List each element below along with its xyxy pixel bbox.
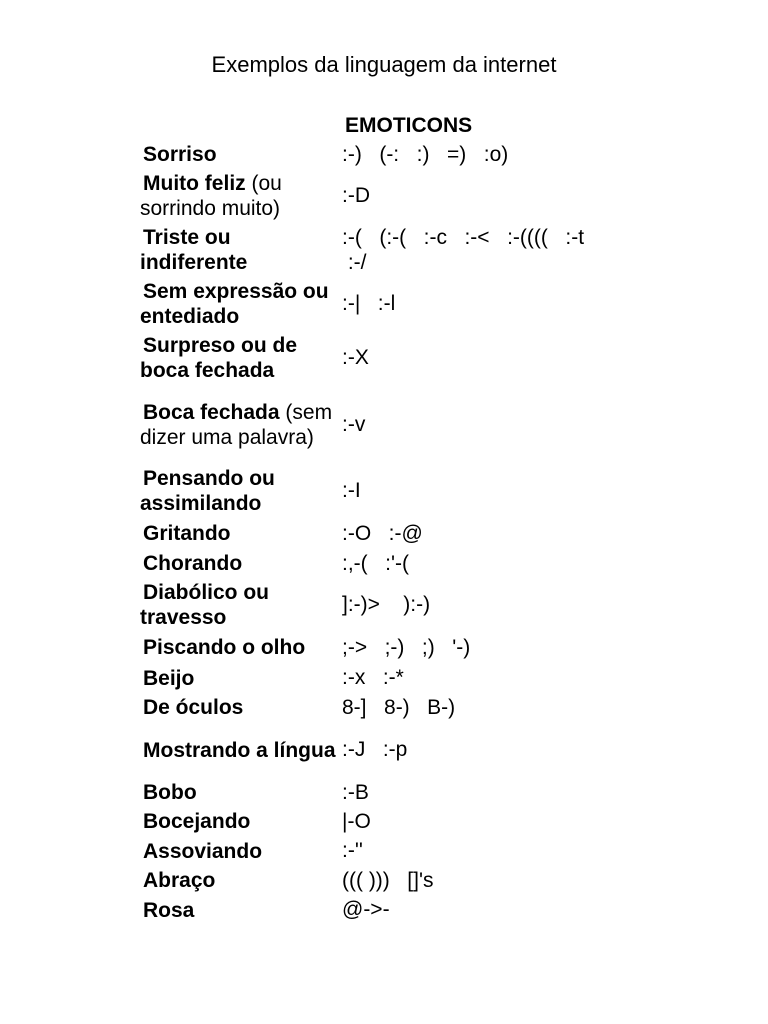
emoticon-value: :-v xyxy=(342,412,366,436)
row-label xyxy=(140,331,338,385)
label-bold: Assoviando xyxy=(143,839,263,863)
table-row xyxy=(140,663,584,693)
emoticon-value: |-O xyxy=(342,809,371,833)
label-rest: (ou sorrindo muito) xyxy=(140,172,282,220)
emoticon-value: :-O :-@ xyxy=(342,521,423,545)
emoticon-value: :-x :-* xyxy=(342,666,404,689)
table-row xyxy=(140,866,584,895)
emoticon-value: :-D xyxy=(342,184,370,207)
table-row xyxy=(140,518,584,549)
label-bold: Pensando ou assimilando xyxy=(140,467,275,515)
row-label xyxy=(140,385,338,464)
label-bold: Muito feliz xyxy=(143,172,246,195)
row-label xyxy=(140,549,338,578)
table-row xyxy=(140,778,584,807)
row-label xyxy=(140,895,338,925)
emoticon-value: @->- xyxy=(342,898,390,921)
page-title: Exemplos da linguagem da internet xyxy=(211,52,557,77)
emoticon-value: ;-> ;-) ;) '-) xyxy=(342,635,471,659)
label-bold: Chorando xyxy=(143,552,243,575)
label-bold: Sem expressão ou entediado xyxy=(140,280,329,328)
table-row xyxy=(140,277,584,331)
table-row xyxy=(140,385,584,464)
table-row xyxy=(140,223,584,277)
label-bold: Abraço xyxy=(143,869,216,892)
label-rest: (sem dizer uma palavra) xyxy=(140,400,333,449)
row-label xyxy=(140,140,338,169)
label-bold: Piscando o olho xyxy=(143,636,306,659)
label-bold: Mostrando a língua xyxy=(143,738,336,762)
row-label xyxy=(140,866,338,895)
row-label xyxy=(140,722,338,778)
emoticon-value: ((( ))) []'s xyxy=(342,868,434,892)
emoticon-value: :-I xyxy=(342,479,361,502)
table-row xyxy=(140,549,584,578)
label-bold: Beijo xyxy=(143,666,195,690)
label-bold: Bocejando xyxy=(143,810,251,833)
emoticon-value: :-) (-: :) =) :o) xyxy=(342,142,509,166)
row-label xyxy=(140,778,338,807)
row-label xyxy=(140,169,338,223)
table-row xyxy=(140,632,584,663)
table-row xyxy=(140,807,584,836)
row-label xyxy=(140,632,338,663)
row-label xyxy=(140,518,338,549)
emoticon-value: ]:-)> ):-) xyxy=(342,593,431,616)
table-row xyxy=(140,578,584,632)
row-label xyxy=(140,277,338,331)
table-row xyxy=(140,693,584,722)
row-label xyxy=(140,464,338,518)
label-bold: Bobo xyxy=(143,781,197,804)
emoticons-table xyxy=(140,140,584,925)
label-bold: Gritando xyxy=(143,522,231,545)
emoticon-value: 8-] 8-) B-) xyxy=(342,695,456,719)
table-row xyxy=(140,140,584,169)
emoticon-value: :-'' xyxy=(342,839,363,862)
row-label xyxy=(140,223,338,277)
row-label xyxy=(140,663,338,693)
table-row xyxy=(140,722,584,778)
emoticon-value: :,-( :'-( xyxy=(342,551,409,575)
label-bold: Surpreso ou de boca fechada xyxy=(140,334,298,382)
emoticon-value: :-X xyxy=(342,346,369,369)
row-label xyxy=(140,807,338,836)
label-bold: Sorriso xyxy=(143,143,217,166)
label-bold: De óculos xyxy=(143,696,244,719)
table-row xyxy=(140,836,584,866)
row-label xyxy=(140,693,338,722)
label-bold: Triste ou indiferente xyxy=(140,226,248,274)
emoticon-value: :-B xyxy=(342,780,369,804)
emoticon-value: :-J :-p xyxy=(342,738,408,761)
table-row xyxy=(140,331,584,385)
emoticon-value: :-| :-l xyxy=(342,292,396,315)
table-row xyxy=(140,895,584,925)
row-label xyxy=(140,578,338,632)
table-row xyxy=(140,464,584,518)
row-label xyxy=(140,836,338,866)
label-bold: Rosa xyxy=(143,898,195,922)
label-bold: Boca fechada xyxy=(143,400,280,424)
emoticons-column-header: EMOTICONS xyxy=(345,114,473,137)
emoticon-value: :-( (:-( :-c :-< :-(((( :-t :-/ xyxy=(342,226,585,274)
table-row xyxy=(140,169,584,223)
label-bold: Diabólico ou travesso xyxy=(140,581,269,629)
